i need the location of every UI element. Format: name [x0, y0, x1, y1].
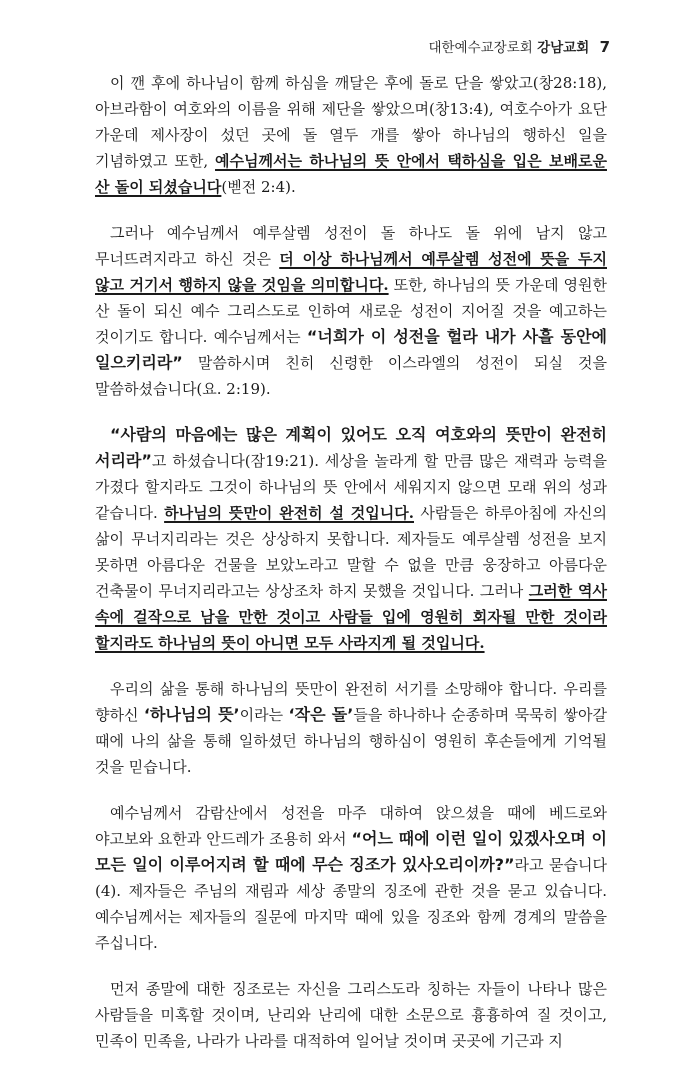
quote-text: ‘작은 돌’ — [288, 705, 354, 724]
text: 그러나 예수님께서 예루살렘 성전이 돌 하나도 돌 위에 남지 않고 무너뜨려지라고 하신 것은 — [95, 224, 607, 268]
paragraph-6 — [95, 976, 607, 1054]
emphasis-text: 하나님의 뜻만이 완전히 설 것입니다. — [164, 504, 414, 522]
text: 말씀하시며 친히 신령한 이스라엘의 성전이 되실 것을 말씀하셨습니다(요. 2:19). — [95, 354, 607, 398]
header-church: 강남교회 — [537, 40, 590, 56]
text: 사람들은 하루아침에 자신의 삶이 무너지리라는 것은 상상하지 못합니다. 제자들도 예루살렘 성전을 보지 못하면 아름다운 건물을 보았노라고 말할 수 없을 만큼 웅장하고 아름다운 건축물이 무너지리라고는 상상조차 하지 못했을 것입니다. 그러나 — [95, 504, 608, 600]
page-number: 7 — [599, 38, 610, 56]
text: 들을 하나하나 순종하며 묵묵히 쌓아갈 때에 나의 삶을 통해 일하셨던 하나님의 행하심이 영원히 후손들에게 기억될 것을 믿습니다. — [95, 706, 607, 776]
text: 라고 묻습니다(4). 제자들은 주님의 재림과 세상 종말의 징조에 관한 것을 묻고 있습니다. 예수님께서는 제자들의 질문에 마지막 때에 있을 징조와 함께 경계의 말씀을 주십니다. — [95, 856, 607, 952]
quote-text: “너희가 이 성전을 헐라 내가 사흘 동안에 일으키리라” — [95, 327, 607, 372]
text: 이 깬 후에 하나님이 함께 하심을 깨달은 후에 돌로 단을 쌓았고(창28:18), 아브라함이 여호와의 이름을 위해 제단을 쌓았으며(창13:4), 여호수아가 요단 가운데 제사장이 섰던 곳에 돌 열두 개를 쌓아 하나님의 행하신 일을 기념하였고 또한, — [95, 74, 607, 170]
header-org: 대한예수교장로회 — [428, 40, 533, 56]
text: 예수님께서 감람산에서 성전을 마주 대하여 앉으셨을 때에 베드로와 야고보와 요한과 안드레가 조용히 와서 — [95, 804, 607, 848]
quote-text: “사람의 마음에는 많은 계획이 있어도 오직 여호와의 뜻만이 완전히 서리라” — [95, 425, 607, 470]
body-text — [95, 70, 607, 1074]
paragraph-3 — [95, 422, 607, 656]
text: 고 하셨습니다(잠19:21). 세상을 놀라게 할 만큼 많은 재력과 능력을 가졌다 할지라도 그것이 하나님의 뜻 안에서 세워지지 않으면 모래 위의 성과 같습니다. — [95, 452, 607, 522]
text: (벧전 2:4). — [221, 178, 296, 196]
paragraph-4 — [95, 676, 607, 780]
page-header — [428, 36, 610, 56]
emphasis-text: 더 이상 하나님께서 예루살렘 성전에 뜻을 두지 않고 거기서 행하지 않을 것임을 의미합니다. — [95, 250, 607, 294]
quote-text: “어느 때에 이런 일이 있겠사오며 이 모든 일이 이루어지려 할 때에 무슨 징조가 있사오리이까?” — [95, 829, 607, 874]
paragraph-5 — [95, 800, 607, 956]
text: 이라는 — [239, 706, 289, 724]
text: 우리의 삶을 통해 하나님의 뜻만이 완전히 서기를 소망해야 합니다. 우리를 향하신 — [95, 680, 607, 724]
emphasis-text: 예수님께서는 하나님의 뜻 안에서 택하심을 입은 보배로운 산 돌이 되셨습니다 — [95, 152, 607, 196]
emphasis-text: 그러한 역사 속에 걸작으로 남을 만한 것이고 사람들 입에 영원히 회자될 만한 것이라 할지라도 하나님의 뜻이 아니면 모두 사라지게 될 것입니다. — [95, 582, 607, 652]
text: 먼저 종말에 대한 징조로는 자신을 그리스도라 칭하는 자들이 나타나 많은 사람들을 미혹할 것이며, 난리와 난리에 대한 소문으로 흉흉하여 질 것이고, 민족이 민족을, 나라가 나라를 대적하여 일어날 것이며 곳곳에 기근과 지 — [95, 980, 607, 1050]
paragraph-2 — [95, 220, 607, 402]
quote-text: ‘하나님의 뜻’ — [143, 705, 240, 724]
paragraph-1 — [95, 70, 607, 200]
text: 또한, 하나님의 뜻 가운데 영원한 산 돌이 되신 예수 그리스도로 인하여 새로운 성전이 지어질 것을 예고하는 것이기도 합니다. 예수님께서는 — [95, 276, 608, 346]
